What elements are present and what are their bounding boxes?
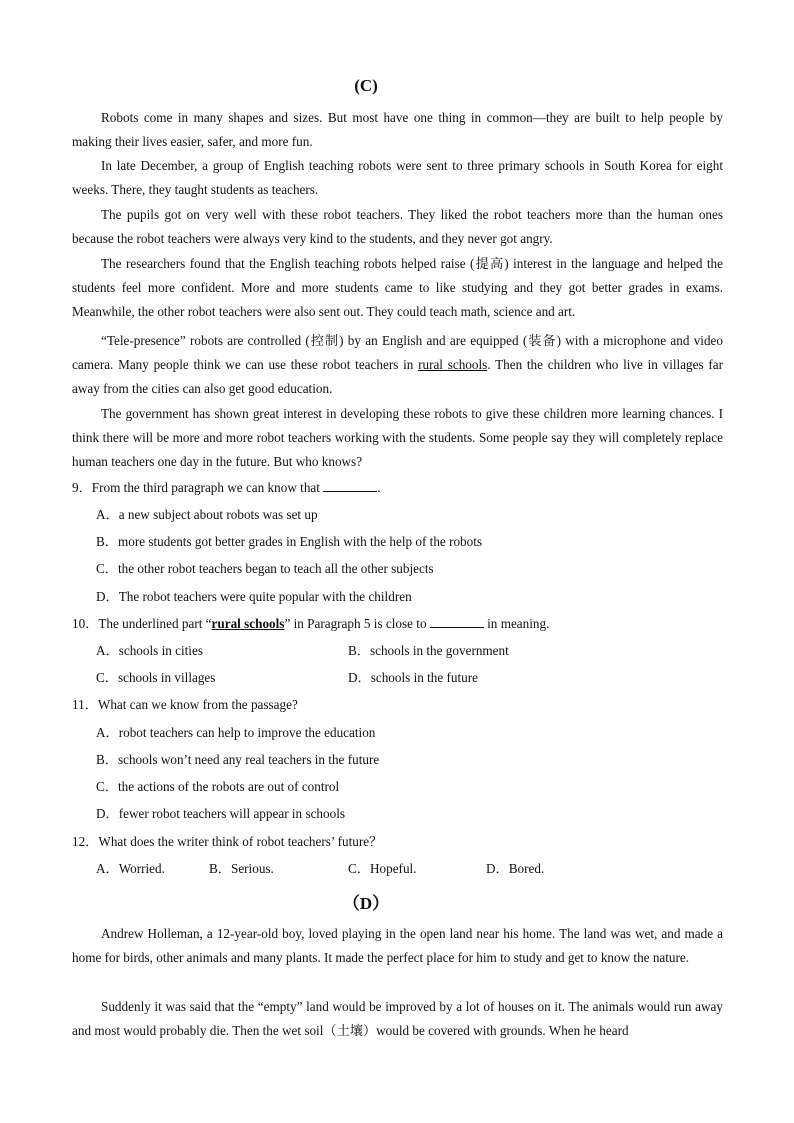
- question-12-stem: 12．What does the writer think of robot teachers’ future？: [72, 834, 383, 849]
- rural-schools-bold: rural schools: [211, 616, 285, 631]
- question-9-option-d: D．The robot teachers were quite popular with the children: [96, 589, 412, 604]
- section-c-paragraph-3: The pupils got on very well with these robot teachers. They liked the robot teachers more than the human ones because the robot teachers were always very kind to the students, and they never got angry.: [72, 207, 723, 246]
- question-11-option-a: A．robot teachers can help to improve the education: [96, 725, 376, 740]
- p5-text-after: . Then the children who live in villages far away from the cities can also get good education.: [72, 357, 724, 396]
- p5-text-before: “Tele-presence” robots are controlled (控制) by an English and are equipped (装备) with a microphone and video camera. Many people think we can use these robot teachers in: [72, 333, 723, 372]
- section-d-paragraph-1: Andrew Holleman, a 12-year-old boy, loved playing in the open land near his home. The land was wet, and made a home for birds, other animals and many plants. It made the perfect place for him to study and get to know the nature.: [72, 926, 723, 965]
- section-c-paragraph-4: The researchers found that the English teaching robots helped raise (提高) interest in the language and helped the students feel more confident. More and more students came to like studying and they got better grades in exams. Meanwhile, the other robot teachers were also sent out. They could teach math, science and art.: [72, 256, 723, 319]
- section-c-paragraph-1: Robots come in many shapes and sizes. But most have one thing in common—they are built to help people by making their lives easier, safer, and more fun.: [72, 110, 723, 149]
- question-11-option-d: D．fewer robot teachers will appear in schools: [96, 806, 346, 821]
- question-9-option-a: A．a new subject about robots was set up: [96, 507, 318, 522]
- question-10-stem: 10．The underlined part “rural schools” in Paragraph 5 is close to in meaning.: [72, 616, 550, 631]
- question-10-option-b: B．schools in the government: [348, 643, 509, 658]
- section-c-paragraph-5: [72, 329, 723, 401]
- answer-blank: [323, 479, 377, 492]
- question-12-option-c: C．Hopeful.: [348, 861, 417, 876]
- question-10-option-d: D．schools in the future: [348, 670, 479, 685]
- question-9-option-b: B．more students got better grades in English with the help of the robots: [96, 534, 483, 549]
- section-c-paragraph-6: The government has shown great interest in developing these robots to give these children more learning chances. I think there will be more and more robot teachers working with the students. Some people say they will completely replace human teachers one day in the future. But who knows?: [72, 406, 723, 469]
- question-10-option-a: A．schools in cities: [96, 643, 203, 658]
- answer-blank: [430, 615, 484, 628]
- section-d-heading: （D）: [342, 894, 390, 913]
- question-9-stem: 9．From the third paragraph we can know that .: [72, 480, 381, 495]
- section-c-heading: (C): [354, 76, 378, 95]
- question-12-option-a: A．Worried.: [96, 861, 165, 876]
- question-11-option-b: B．schools won’t need any real teachers in the future: [96, 752, 380, 767]
- question-9-option-c: C．the other robot teachers began to teach all the other subjects: [96, 561, 434, 576]
- section-c-paragraph-2: In late December, a group of English teaching robots were sent to three primary schools in South Korea for eight weeks. There, they taught students as teachers.: [72, 158, 723, 197]
- question-11-option-c: C．the actions of the robots are out of control: [96, 779, 340, 794]
- section-d-paragraph-2: Suddenly it was said that the “empty” land would be improved by a lot of houses on it. The animals would run away and most would probably die. Then the wet soil（土壤）would be covered with grounds. When he heard: [72, 999, 723, 1038]
- question-12-option-d: D．Bored.: [486, 861, 545, 876]
- question-12-option-b: B．Serious.: [209, 861, 274, 876]
- rural-schools-underlined: rural schools: [418, 357, 488, 372]
- question-10-option-c: C．schools in villages: [96, 670, 216, 685]
- question-11-stem: 11．What can we know from the passage?: [72, 697, 298, 712]
